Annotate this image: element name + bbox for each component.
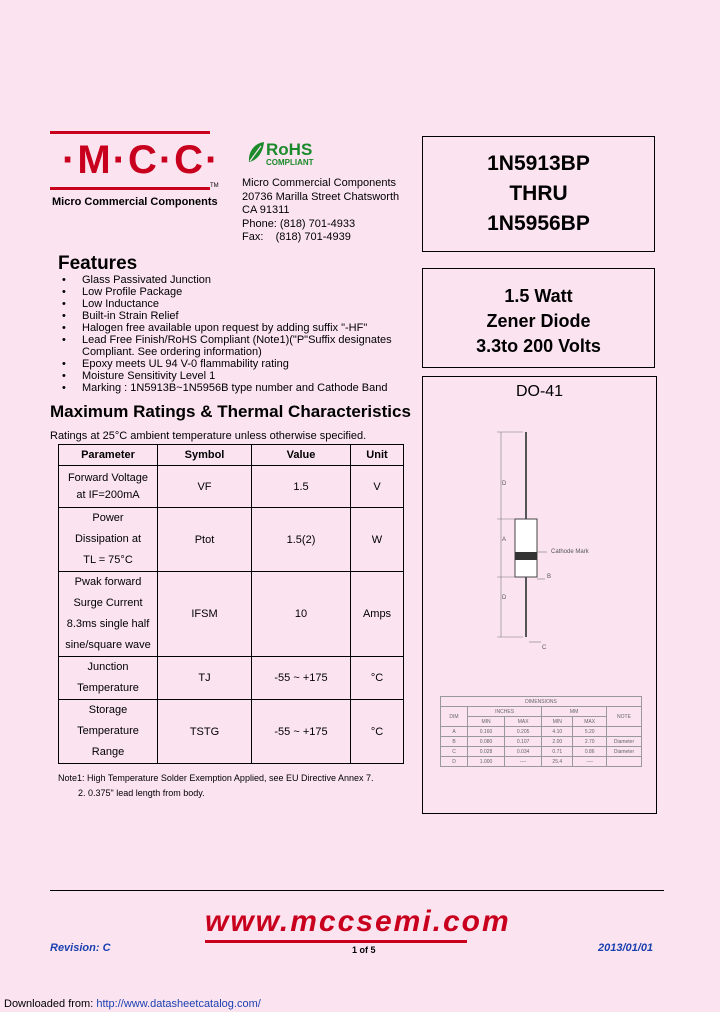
feature-text: Marking : 1N5913B~1N5956B type number and Cathode Band: [82, 382, 388, 394]
symbol-cell: VF: [158, 466, 252, 508]
ratings-note: Ratings at 25°C ambient temperature unless otherwise specified.: [50, 430, 367, 442]
parameter-text: Junction: [87, 661, 129, 673]
column-header: Parameter: [59, 445, 158, 466]
feature-text: Epoxy meets UL 94 V-0 flammability rating: [82, 358, 289, 370]
feature-text: Lead Free Finish/RoHS Compliant (Note1)("P"Suffix designates: [82, 334, 392, 346]
rohs-title: RoHS: [266, 140, 313, 159]
part-number-thru: THRU: [509, 182, 568, 205]
table-row: [441, 727, 642, 737]
note-line: Note1: High Temperature Solder Exemption Applied, see EU Directive Annex 7.: [58, 773, 374, 783]
dim-cell: ----: [505, 757, 542, 767]
dim-cell: 5.20: [573, 727, 607, 737]
value-cell: 10: [252, 572, 351, 657]
dim-cell: 0.034: [505, 747, 542, 757]
dim-cell: 0.86: [573, 747, 607, 757]
part-number: 1N5956BP: [487, 212, 590, 235]
dim-cell: A: [441, 727, 468, 737]
symbol-cell: IFSM: [158, 572, 252, 657]
dim-cell: 2.00: [542, 737, 573, 747]
dim-cell: [607, 757, 642, 767]
parameter-text: Pwak forward: [74, 576, 142, 588]
list-item: • Glass Passivated Junction: [62, 274, 212, 286]
table-row: [441, 747, 642, 757]
address-line: 20736 Marilla Street Chatsworth: [242, 190, 400, 203]
part-number-box: [422, 136, 655, 252]
unit-cell: °C: [351, 657, 404, 700]
parameter-text: Forward Voltage: [67, 471, 149, 484]
dim-cell: 0.107: [505, 737, 542, 747]
dim-header: MIN: [542, 717, 573, 727]
address-line: CA 91311: [242, 204, 290, 216]
dim-cell: ----: [573, 757, 607, 767]
dim-header: DIM: [441, 707, 468, 727]
dim-cell: B: [441, 737, 468, 747]
column-header: Value: [252, 445, 351, 466]
table-row: [59, 466, 404, 508]
feature-text: Halogen free available upon request by adding suffix "-HF": [82, 322, 368, 334]
symbol-cell: Ptot: [158, 508, 252, 572]
parameter-text: sine/square wave: [65, 639, 151, 651]
address-line: Micro Commercial Components: [242, 177, 397, 189]
parameter-text: TL = 75°C: [83, 554, 133, 566]
dim-header: INCHES: [468, 707, 542, 717]
column-header: Unit: [351, 445, 404, 466]
list-item: • Moisture Sensitivity Level 1: [62, 370, 216, 382]
dim-label: D: [502, 595, 507, 601]
company-name: Micro Commercial Components: [52, 196, 218, 208]
footer-divider: [50, 890, 664, 891]
dimension-table: [440, 696, 642, 767]
download-prefix: Downloaded from:: [4, 998, 97, 1010]
revision: Revision: C: [50, 942, 111, 954]
table-row: [441, 757, 642, 767]
parameter-text: at IF=200mA: [76, 488, 140, 501]
dim-header: MAX: [505, 717, 542, 727]
parameter-text: Power: [92, 512, 124, 524]
feature-text: Built-in Strain Relief: [82, 310, 179, 322]
parameter-text: Surge Current: [73, 597, 143, 609]
unit-cell: °C: [351, 700, 404, 764]
unit-cell: V: [351, 466, 404, 508]
dim-cell: 0.71: [542, 747, 573, 757]
table-row: [59, 700, 404, 764]
feature-text: Low Inductance: [82, 298, 160, 310]
parameter-text: Range: [91, 746, 125, 758]
ratings-table: [58, 444, 404, 764]
address-line: Fax: (818) 701-4939: [242, 231, 351, 243]
website-link[interactable]: www.mccsemi.com: [205, 905, 511, 938]
description-box: [422, 268, 655, 368]
list-item: • Low Inductance: [62, 298, 160, 310]
table-row: [59, 572, 404, 657]
dim-cell: 0.028: [468, 747, 505, 757]
date: 2013/01/01: [598, 942, 654, 954]
dim-cell: 25.4: [542, 757, 573, 767]
symbol-cell: TJ: [158, 657, 252, 700]
dim-cell: 2.70: [573, 737, 607, 747]
list-item: • Low Profile Package: [62, 286, 183, 298]
dim-label: C: [542, 645, 547, 651]
description-line: 1.5 Watt: [504, 286, 573, 306]
description-line: 3.3to 200 Volts: [476, 336, 601, 356]
dim-cell: Diameter: [607, 747, 642, 757]
dim-header: MIN: [468, 717, 505, 727]
dim-header: MAX: [573, 717, 607, 727]
logo-trademark: TM: [210, 183, 219, 189]
table-row: [59, 508, 404, 572]
list-item: [62, 346, 392, 358]
parameter-text: 8.3ms single half: [66, 618, 150, 630]
dim-cell: 4.10: [542, 727, 573, 737]
dim-header: NOTE: [607, 707, 642, 727]
dim-table-title: DIMENSIONS: [441, 697, 642, 707]
part-number: 1N5913BP: [487, 152, 590, 175]
dim-cell: 1.000: [468, 757, 505, 767]
parameter-text: Temperature: [77, 725, 139, 737]
list-item: • Epoxy meets UL 94 V-0 flammability rating: [62, 358, 289, 370]
package-title: DO-41: [515, 383, 564, 400]
download-source: [4, 998, 261, 1010]
download-link[interactable]: http://www.datasheetcatalog.com/: [96, 998, 261, 1010]
mcc-logo: ·M·C·C·: [62, 138, 221, 182]
rohs-subtitle: COMPLIANT: [266, 158, 314, 167]
value-cell: 1.5: [252, 466, 351, 508]
package-drawing: [423, 427, 656, 727]
feature-text: Glass Passivated Junction: [82, 274, 212, 286]
address-line: Phone: (818) 701-4933: [242, 217, 356, 230]
dim-cell: D: [441, 757, 468, 767]
cathode-mark-label: Cathode Mark: [551, 549, 589, 555]
logo-top-bar: [50, 131, 210, 134]
parameter-text: Dissipation at: [74, 533, 142, 545]
dim-cell: C: [441, 747, 468, 757]
dim-header: MM: [542, 707, 607, 717]
notes: [58, 771, 374, 801]
page-number: 1 of 5: [352, 945, 376, 955]
dim-cell: 0.080: [468, 737, 505, 747]
dim-cell: 0.205: [505, 727, 542, 737]
dim-cell: 0.160: [468, 727, 505, 737]
value-cell: -55 ~ +175: [252, 657, 351, 700]
feature-text: Low Profile Package: [82, 286, 183, 298]
rohs-leaf-icon: [246, 140, 266, 166]
feature-text: Compliant. See ordering information): [82, 346, 262, 358]
symbol-cell: TSTG: [158, 700, 252, 764]
list-item: • Marking : 1N5913B~1N5956B type number and Cathode Band: [62, 382, 388, 394]
logo-bottom-bar: [50, 187, 210, 190]
column-header: Symbol: [158, 445, 252, 466]
company-address: [242, 177, 399, 245]
dim-cell: Diameter: [607, 737, 642, 747]
value-cell: -55 ~ +175: [252, 700, 351, 764]
list-item: • Built-in Strain Relief: [62, 310, 179, 322]
feature-text: Moisture Sensitivity Level 1: [82, 370, 216, 382]
parameter-text: Storage: [88, 704, 128, 716]
max-ratings-title: Maximum Ratings & Thermal Characteristics: [50, 402, 411, 421]
dim-cell: [607, 727, 642, 737]
website-underline: [205, 940, 467, 943]
features-title: Features: [58, 253, 138, 274]
parameter-text: Temperature: [77, 682, 139, 694]
dim-label: B: [547, 574, 552, 580]
description-line: Zener Diode: [486, 311, 591, 331]
table-row: [441, 737, 642, 747]
value-cell: 1.5(2): [252, 508, 351, 572]
features-list: [62, 274, 392, 394]
list-item: • Halogen free available upon request by adding suffix "-HF": [62, 322, 368, 334]
list-item: • Lead Free Finish/RoHS Compliant (Note1)("P"Suffix designates: [62, 334, 392, 346]
unit-cell: W: [351, 508, 404, 572]
dim-label: A: [502, 537, 507, 543]
note-line: 2. 0.375" lead length from body.: [78, 788, 205, 798]
table-row: [59, 657, 404, 700]
unit-cell: Amps: [351, 572, 404, 657]
dim-label: D: [502, 481, 507, 487]
